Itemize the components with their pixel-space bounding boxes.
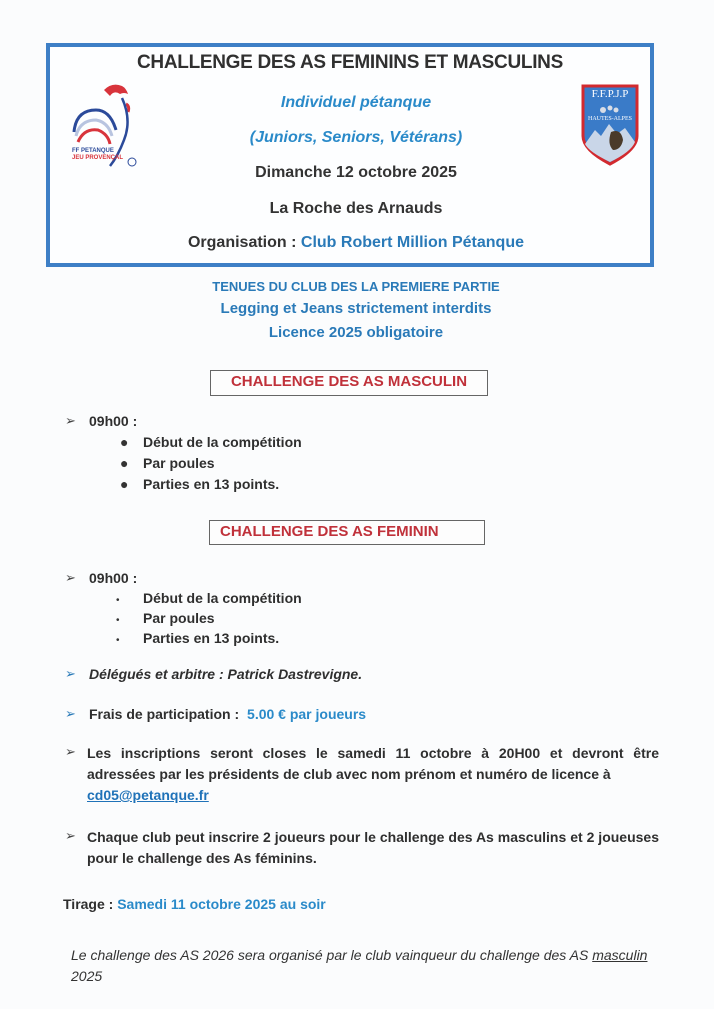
event-organisation — [100, 234, 612, 252]
inscriptions-text: Les inscriptions seront closes le samedi 11 octobre à 20H00 et devront être adressées par les présidents de club avec nom prénom et numéro de licence à — [87, 745, 659, 782]
logo-left-line1: FF PETANQUE — [72, 148, 114, 154]
arrow-bullet-icon: ➢ — [65, 706, 76, 721]
ff-petanque-label — [72, 148, 123, 162]
footer-underlined: masculin — [592, 947, 648, 963]
tirage-value: Samedi 11 octobre 2025 au soir — [117, 896, 326, 912]
feminin-list — [116, 590, 302, 650]
list-item-text: Parties en 13 points. — [143, 476, 280, 492]
section-title-feminin: CHALLENGE DES AS FEMININ — [209, 520, 485, 545]
list-item — [116, 590, 302, 610]
bullet-icon: ● — [120, 434, 129, 450]
list-item-text: Par poules — [143, 610, 215, 626]
event-location: La Roche des Arnauds — [269, 200, 443, 217]
logo-left-line2: JEU PROVENÇAL — [72, 155, 124, 161]
tirage-label: Tirage : — [63, 896, 114, 912]
feminin-time: 09h00 : — [89, 570, 138, 586]
event-subtitle: Individuel pétanque — [280, 94, 432, 111]
bullet-icon: • — [116, 595, 120, 606]
list-item — [116, 630, 302, 650]
list-item-text: Début de la compétition — [143, 590, 302, 606]
rule-licence: Licence 2025 obligatoire — [268, 324, 444, 341]
frais-participation — [89, 706, 366, 722]
bullet-icon: • — [116, 615, 120, 626]
arrow-bullet-icon: ➢ — [65, 828, 76, 843]
event-categories: (Juniors, Seniors, Vétérans) — [249, 129, 463, 146]
inscriptions-paragraph — [87, 743, 659, 806]
list-item — [120, 455, 302, 476]
bullet-icon: • — [116, 635, 120, 646]
list-item-text: Parties en 13 points. — [143, 630, 280, 646]
frais-label: Frais de participation : — [89, 706, 240, 722]
list-item — [116, 610, 302, 630]
section-title-masculin: CHALLENGE DES AS MASCULIN — [210, 370, 488, 396]
quota-paragraph: Chaque club peut inscrire 2 joueurs pour le challenge des As masculins et 2 joueuses pour le challenge des As féminins. — [87, 829, 659, 866]
rule-dress-code: TENUES DU CLUB DES LA PREMIERE PARTIE — [212, 279, 500, 294]
rule-no-jeans: Legging et Jeans strictement interdits — [220, 300, 492, 317]
delegues-arbitre: Délégués et arbitre : Patrick Dastrevigne. — [89, 666, 363, 682]
footer-text-before: Le challenge des AS 2026 sera organisé par le club vainqueur du challenge des AS — [71, 947, 593, 963]
tirage — [63, 896, 326, 912]
list-item-text: Par poules — [143, 455, 215, 471]
logo-right-title: F.F.P.J.P — [591, 88, 629, 100]
arrow-bullet-icon: ➢ — [65, 570, 76, 585]
masculin-list — [120, 434, 302, 497]
list-item — [120, 434, 302, 455]
list-item — [120, 476, 302, 497]
organisation-value: Club Robert Million Pétanque — [300, 234, 524, 251]
list-item-text: Début de la compétition — [143, 434, 302, 450]
page-title: CHALLENGE DES AS FEMININS ET MASCULINS — [137, 52, 563, 73]
masculin-time: 09h00 : — [89, 413, 138, 429]
bullet-icon: ● — [120, 476, 129, 492]
bullet-icon: ● — [120, 455, 129, 471]
ffpjp-hautes-alpes-logo — [581, 84, 639, 166]
arrow-bullet-icon: ➢ — [65, 666, 76, 681]
footer-text-after: 2025 — [71, 968, 103, 984]
organisation-label: Organisation : — [187, 234, 297, 251]
arrow-bullet-icon: ➢ — [65, 744, 76, 759]
frais-value: 5.00 € par joueurs — [247, 706, 367, 722]
ff-petanque-logo — [66, 80, 156, 175]
event-date: Dimanche 12 octobre 2025 — [255, 164, 457, 181]
logo-right-subtitle: HAUTES-ALPES — [587, 116, 632, 122]
arrow-bullet-icon: ➢ — [65, 413, 76, 428]
footer-note — [71, 945, 651, 987]
email-link[interactable]: cd05@petanque.fr — [87, 787, 209, 803]
